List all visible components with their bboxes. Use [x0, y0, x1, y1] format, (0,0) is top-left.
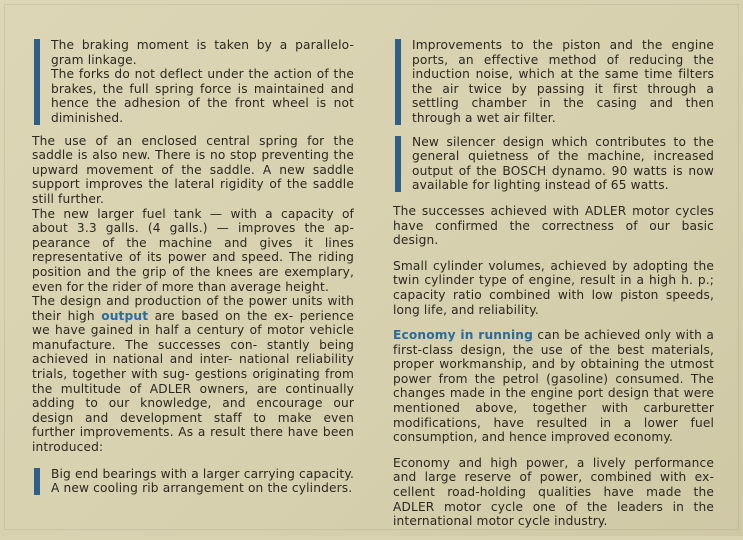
silencer-block: New silencer design which contributes to the general quietness of the machine, increased output of the BOSCH dynamo. 90 watts is now available for lighting instead of 65 watts.: [393, 135, 714, 193]
output-highlight: output: [101, 308, 149, 323]
right-column: [393, 38, 714, 540]
braking-line-1: The braking moment is taken by a parallelo- gram linkage.: [51, 38, 354, 67]
economy-text-after: can be achieved only with a first-class design, the use of the best materials, proper workmanship, and by obtaining the utmost power from the petrol (gasoline) consumed. The changes made in the engine port design that were mentioned above, together with carburetter modifications, have resulted in a lower fuel consumption, and hence improved economy.: [393, 328, 714, 445]
tank-paragraph: The new larger fuel tank — with a capacity of about 3.3 galls. (4 galls.) — improves the ap- pearance of the machine and gives it lines representative of its power and speed. The riding position and the grip of the knees are exemplary, even for the rider of more than average height.: [32, 206, 354, 294]
piston-block: Improvements to the piston and the engine ports, an effective method of reducing the induction noise, which at the same time filters the air twice by passing it first through a settling chamber in the casing and then through a wet air filter.: [393, 38, 714, 126]
braking-line-2: The forks do not deflect under the action of the brakes, the full spring force is maintained and hence the adhesion of the front wheel is not diminished.: [51, 67, 354, 125]
design-text-after: are based on the ex- perience we have gained in half a century of motor vehicle manufacture. The successes con- stantly being achieved in national and inter- national reliability trials, together with sug- gestions originating from the multitude of ADLER owners, are continually adding to our knowledge, and encourage our design and development staff to make even further improvements. As a result there have been introduced:: [32, 308, 354, 455]
bearings-block: Big end bearings with a larger carrying capacity. A new cooling rib arrangement on the cylinders.: [32, 467, 354, 496]
successes-paragraph: The successes achieved with ADLER motor cycles have confirmed the correctness of our basic design.: [393, 203, 714, 248]
closing-paragraph: Economy and high power, a lively performance and large reserve of power, combined with ex- cellent road-holding qualities have made the ADLER motor cycle one of the leaders in the international motor cycle industry.: [393, 455, 714, 529]
cylinder-paragraph: Small cylinder volumes, achieved by adopting the twin cylinder type of engine, result in a high h. p.; capacity ratio combined with low piston speeds, long life, and reliability.: [393, 258, 714, 317]
design-text-before: The design and production of the power units with their high: [32, 294, 354, 323]
braking-block: [32, 38, 354, 126]
saddle-paragraph: The use of an enclosed central spring for the saddle is also new. There is no stop preventing the upward movement of the saddle. A new saddle support improves the lateral rigidity of the saddle still further.: [32, 133, 354, 206]
economy-highlight: Economy in running: [393, 328, 533, 343]
design-paragraph: [32, 294, 354, 455]
left-column: [32, 38, 354, 496]
economy-paragraph: [393, 328, 714, 445]
